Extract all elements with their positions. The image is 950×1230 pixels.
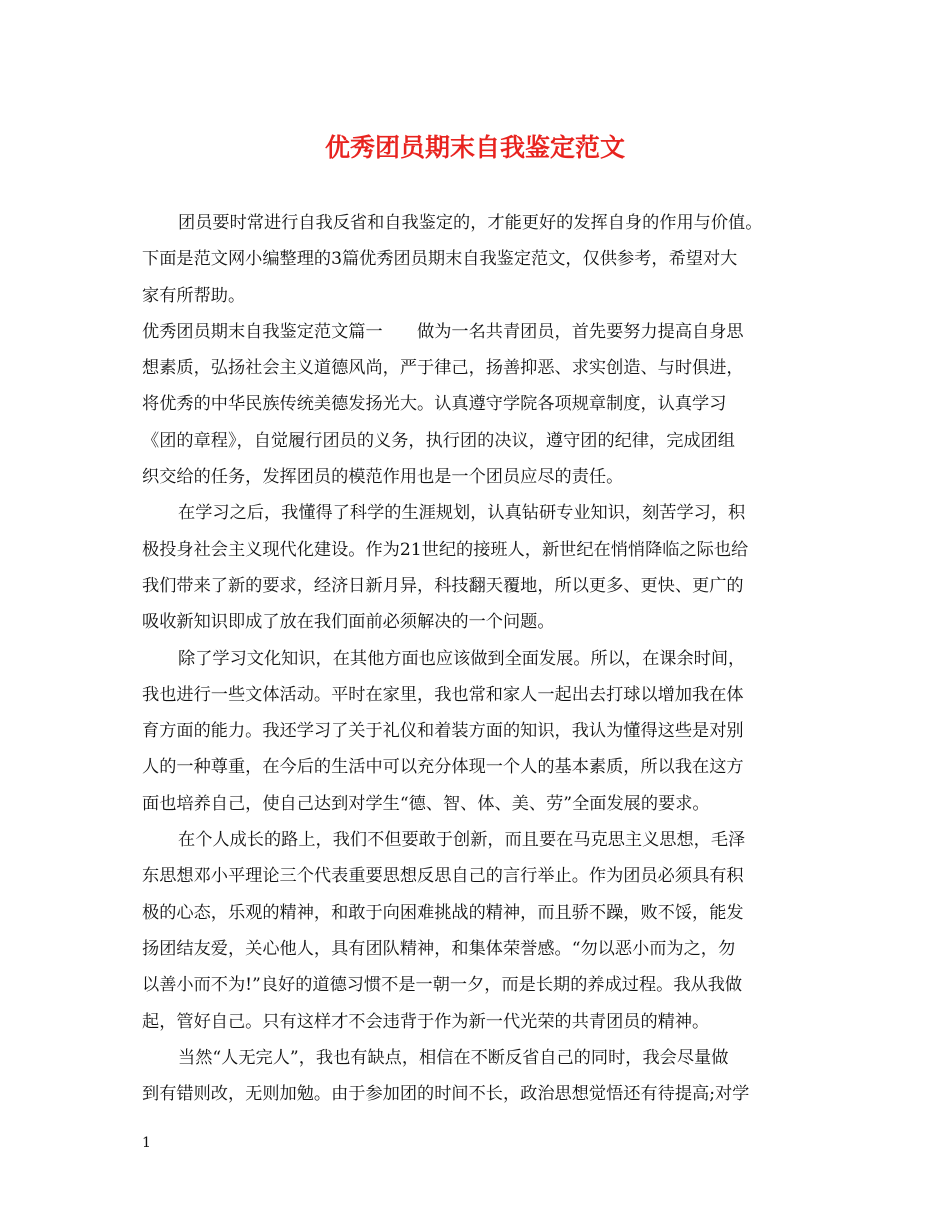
- text-line: 下面是范文网小编整理的3篇优秀团员期末自我鉴定范文，仅供参考，希望对大: [142, 249, 738, 270]
- text-line: 育方面的能力。我还学习了关于礼仪和着装方面的知识，我认为懂得这些是对别: [142, 721, 744, 742]
- paragraph: [142, 1040, 842, 1113]
- text-line: 起，管好自己。只有这样才不会违背于作为新一代光荣的共青团员的精神。: [142, 1011, 710, 1032]
- paragraph: [142, 822, 842, 1040]
- page-title: 优秀团员期末自我鉴定范文: [324, 133, 625, 162]
- paragraph: [142, 205, 842, 314]
- text-line: 在个人成长的路上，我们不但要敢于创新，而且要在马克思主义思想，毛泽: [178, 830, 746, 851]
- paragraph: [142, 641, 842, 822]
- text-line: 以善小而不为!”良好的道德习惯不是一朝一夕，而是长期的养成过程。我从我做: [142, 975, 743, 996]
- text-line: 扬团结友爱，关心他人，具有团队精神，和集体荣誉感。“勿以恶小而为之，勿: [142, 938, 736, 959]
- text-line: 当然“人无完人”，我也有缺点，相信在不断反省自己的同时，我会尽量做: [178, 1047, 729, 1068]
- paragraph: [142, 314, 842, 495]
- text-line: 团员要时常进行自我反省和自我鉴定的，才能更好的发挥自身的作用与价值。: [178, 213, 763, 233]
- text-line: 优秀团员期末自我鉴定范文篇一 做为一名共青团员，首先要努力提高自身思: [142, 321, 744, 342]
- text-line: 想素质，弘扬社会主义道德风尚，严于律己，扬善抑恶、求实创造、与时俱进，: [142, 358, 744, 379]
- text-line: 极的心态，乐观的精神，和敢于向困难挑战的精神，而且骄不躁，败不馁，能发: [142, 902, 744, 923]
- document-body: [142, 205, 842, 1112]
- page-number: 1: [142, 1135, 151, 1151]
- paragraph: [142, 495, 842, 640]
- text-line: 我也进行一些文体活动。平时在家里，我也常和家人一起出去打球以增加我在体: [142, 684, 744, 705]
- text-line: 面也培养自己，使自己达到对学生“德、智、体、美、劳”全面发展的要求。: [142, 793, 710, 814]
- text-line: 到有错则改，无则加勉。由于参加团的时间不长，政治思想觉悟还有待提高;对学: [142, 1084, 750, 1105]
- text-line: 人的一种尊重，在今后的生活中可以充分体现一个人的基本素质，所以我在这方: [142, 757, 744, 778]
- text-line: 东思想邓小平理论三个代表重要思想反思自己的言行举止。作为团员必须具有积: [142, 866, 744, 887]
- text-line: 织交给的任务，发挥团员的模范作用也是一个团员应尽的责任。: [142, 467, 624, 488]
- text-line: 在学习之后，我懂得了科学的生涯规划，认真钻研专业知识，刻苦学习，积: [178, 503, 746, 524]
- text-line: 将优秀的中华民族传统美德发扬光大。认真遵守学院各项规章制度，认真学习: [142, 394, 727, 415]
- text-line: 我们带来了新的要求，经济日新月异，科技翻天覆地，所以更多、更快、更广的: [142, 575, 744, 596]
- text-line: 极投身社会主义现代化建设。作为21世纪的接班人，新世纪在悄悄降临之际也给: [142, 539, 749, 560]
- text-line: 除了学习文化知识，在其他方面也应该做到全面发展。所以，在课余时间，: [178, 648, 746, 669]
- text-line: 吸收新知识即成了放在我们面前必须解决的一个问题。: [142, 612, 555, 633]
- text-line: 《团的章程》，自觉履行团员的义务，执行团的决议，遵守团的纪律，完成团组: [142, 430, 735, 451]
- text-line: 家有所帮助。: [142, 285, 246, 306]
